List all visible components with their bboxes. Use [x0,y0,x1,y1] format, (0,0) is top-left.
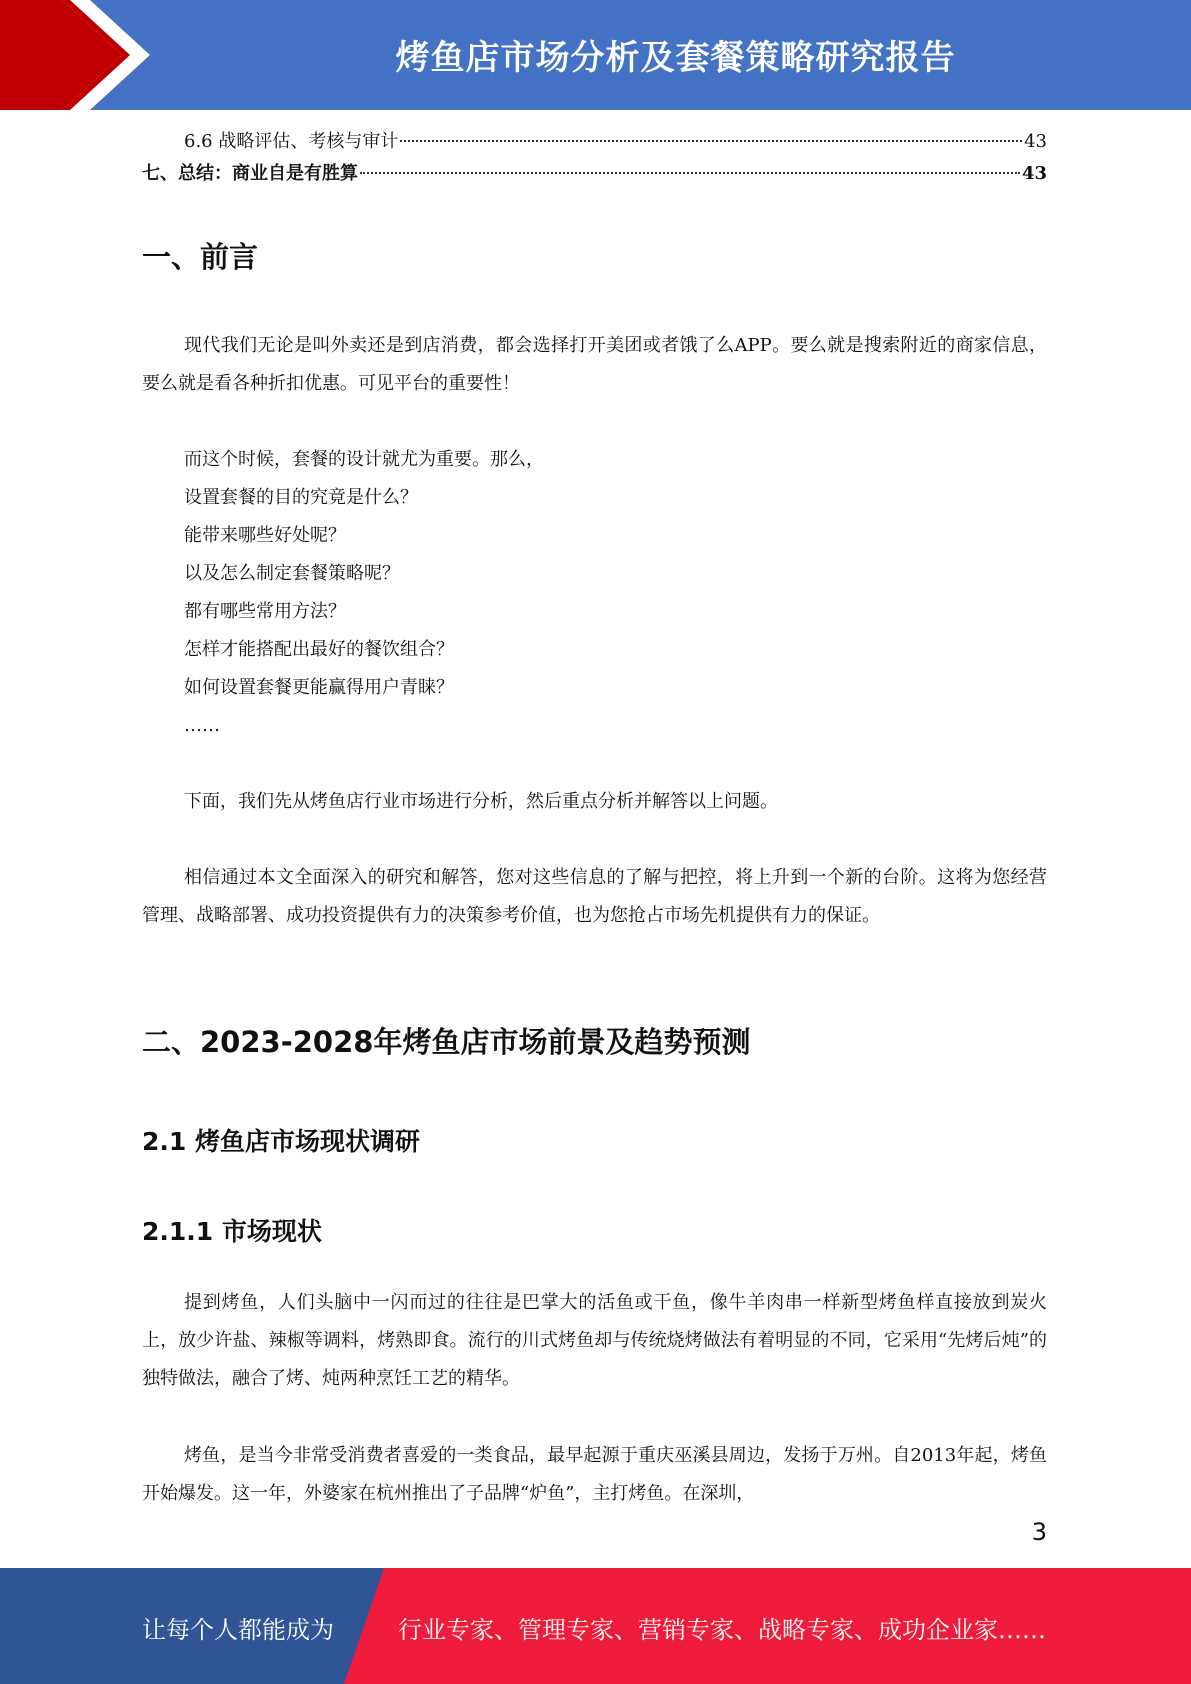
list-item: 都有哪些常用方法？ [184,601,346,622]
toc-entry-label: 6.6 战略评估、考核与审计 [184,131,399,152]
paragraph: 下面，我们先从烤鱼店行业市场进行分析，然后重点分析并解答以上问题。 [184,791,778,812]
toc-leader [360,172,1020,174]
list-item: 设置套餐的目的究竟是什么？ [184,487,418,508]
page-header [0,0,1191,110]
table-of-contents [142,127,1047,191]
toc-entry-page: 43 [1021,163,1047,184]
toc-entry-page: 43 [1024,131,1047,152]
list-item: 以及怎么制定套餐策略呢？ [184,563,400,584]
section-heading: 2.1 烤鱼店市场现状调研 [142,1127,420,1156]
toc-entry[interactable] [142,127,1047,159]
footer-slogan-left: 让每个人都能成为 [142,1616,334,1644]
toc-leader [400,140,1022,142]
header-title: 烤鱼店市场分析及套餐策略研究报告 [395,38,956,78]
paragraph: 提到烤鱼，人们头脑中一闪而过的往往是巴掌大的活鱼或干鱼，像牛羊肉串一样新型烤鱼样直接放到炭火上，放少许盐、辣椒等调料，烤熟即食。流行的川式烤鱼却与传统烧烤做法有着明显的不同，它采用“先烤后炖”的独特做法，融合了烤、炖两种烹饪工艺的精华。 [142,1292,1047,1389]
section-heading-preface: 一、前言 [142,240,259,274]
toc-entry[interactable] [142,159,1047,191]
list-item: 能带来哪些好处呢？ [184,525,346,546]
paragraph: 相信通过本文全面深入的研究和解答，您对这些信息的了解与把控，将上升到一个新的台阶。这将为您经营管理、战略部署、成功投资提供有力的决策参考价值，也为您抢占市场先机提供有力的保证。 [142,867,1047,926]
page-number: 3 [1031,1518,1047,1546]
footer-slogan-right: 行业专家、管理专家、营销专家、战略专家、成功企业家…… [398,1616,1046,1644]
subsection-heading: 2.1.1 市场现状 [142,1217,322,1246]
list-item: …… [184,715,220,736]
list-item: 而这个时候，套餐的设计就尤为重要。那么， [184,449,544,470]
chapter-heading: 二、2023-2028年烤鱼店市场前景及趋势预测 [142,1025,751,1059]
question-list [184,441,544,745]
list-item: 怎样才能搭配出最好的餐饮组合？ [184,639,454,660]
paragraph: 现代我们无论是叫外卖还是到店消费，都会选择打开美团或者饿了么APP。要么就是搜索附近的商家信息，要么就是看各种折扣优惠。可见平台的重要性！ [142,335,1047,394]
toc-entry-label: 七、总结：商业自是有胜算 [142,163,358,184]
header-arrow-decoration [0,0,150,110]
list-item: 如何设置套餐更能赢得用户青睐？ [184,677,454,698]
paragraph: 烤鱼，是当今非常受消费者喜爱的一类食品，最早起源于重庆巫溪县周边，发扬于万州。自2013年起，烤鱼开始爆发。这一年，外婆家在杭州推出了子品牌“炉鱼”，主打烤鱼。在深圳， [142,1445,1047,1504]
